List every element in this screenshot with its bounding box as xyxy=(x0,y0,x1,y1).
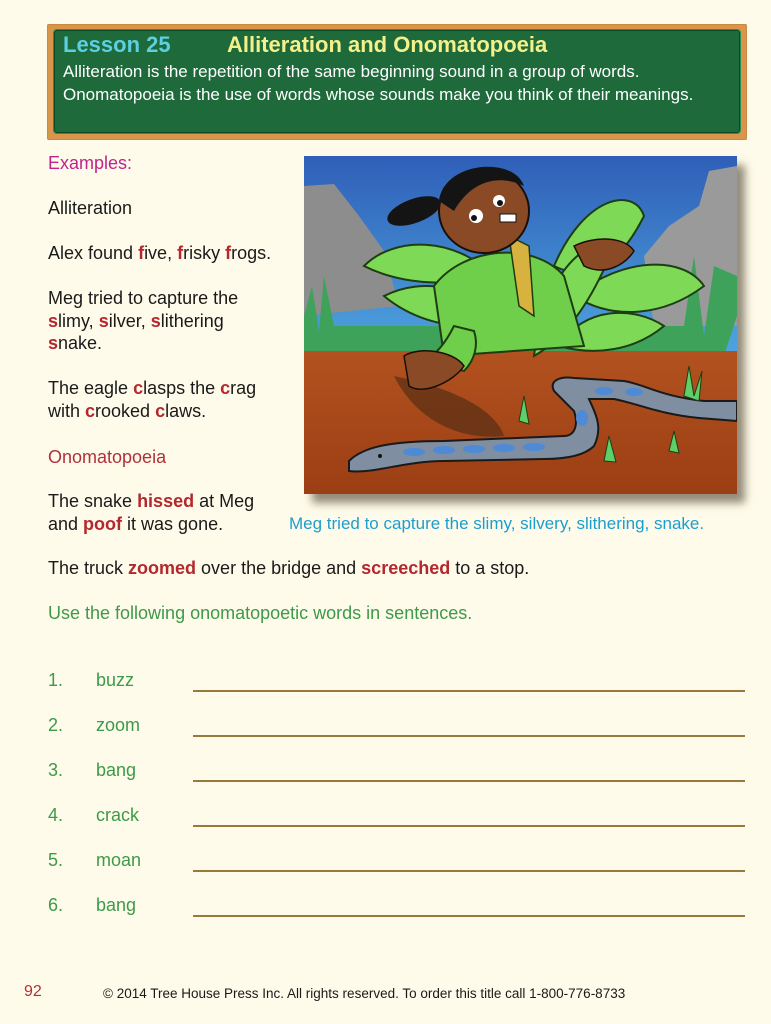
examples-label: Examples: xyxy=(48,153,133,173)
lesson-number: Lesson 25 xyxy=(63,32,171,57)
item-number: 5. xyxy=(48,850,64,870)
girl-and-snake-drawing xyxy=(304,156,737,494)
page-number: 92 xyxy=(24,983,42,1000)
answer-line[interactable] xyxy=(193,735,745,737)
lesson-description: Alliteration is the repetition of the same beginning sound in a group of words. Onomatopoeia is the use of words whose sounds make you think of their meanings. xyxy=(63,62,694,104)
item-number: 2. xyxy=(48,715,64,735)
answer-line[interactable] xyxy=(193,780,745,782)
answer-line[interactable] xyxy=(193,915,745,917)
copyright-footer: © 2014 Tree House Press Inc. All rights reserved. To order this title call 1-800-776-8733 xyxy=(103,986,626,1001)
exercise-item-2 xyxy=(48,715,748,745)
item-word: bang xyxy=(96,760,137,780)
item-word: zoom xyxy=(96,715,141,735)
item-word: bang xyxy=(96,895,137,915)
exercise-instructions: Use the following onomatopoetic words in sentences. xyxy=(48,603,473,623)
answer-line[interactable] xyxy=(193,825,745,827)
item-word: buzz xyxy=(96,670,135,690)
alliteration-example-1: Alex found five, frisky frogs. xyxy=(48,243,272,263)
exercise-item-4 xyxy=(48,805,748,835)
snake-illustration xyxy=(304,156,737,494)
lesson-header xyxy=(47,24,747,140)
answer-line[interactable] xyxy=(193,870,745,872)
exercise-item-3 xyxy=(48,760,748,790)
lesson-title: Alliteration and Onomatopoeia xyxy=(227,32,548,57)
alliteration-example-3: The eagle clasps the crag with crooked claws. xyxy=(48,378,257,421)
exercise-item-1 xyxy=(48,670,748,700)
item-number: 1. xyxy=(48,670,64,690)
item-number: 4. xyxy=(48,805,64,825)
alliteration-heading: Alliteration xyxy=(48,198,133,218)
answer-line[interactable] xyxy=(193,690,745,692)
exercise-item-6 xyxy=(48,895,748,925)
onomatopoeia-example-1: The snake hissed at Meg and poof it was gone. xyxy=(48,491,255,534)
alliteration-example-2: Meg tried to capture the slimy, silver, slithering snake. xyxy=(48,288,239,353)
item-number: 3. xyxy=(48,760,64,780)
onomatopoeia-example-2: The truck zoomed over the bridge and screeched to a stop. xyxy=(48,558,530,578)
illustration-caption: Meg tried to capture the slimy, silvery, slithering, snake. xyxy=(289,514,705,533)
exercise-item-5 xyxy=(48,850,748,880)
chalkboard-panel xyxy=(53,29,741,134)
item-number: 6. xyxy=(48,895,64,915)
item-word: crack xyxy=(96,805,140,825)
item-word: moan xyxy=(96,850,142,870)
onomatopoeia-heading: Onomatopoeia xyxy=(48,447,167,467)
